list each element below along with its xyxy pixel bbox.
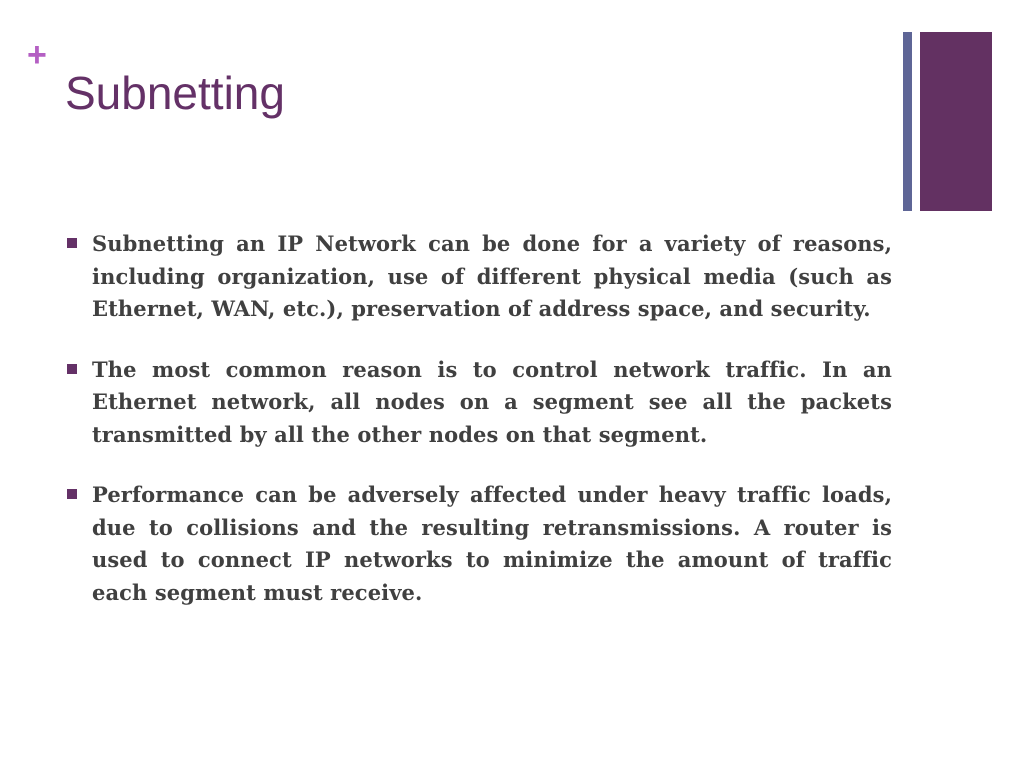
- slide-title: Subnetting: [65, 67, 285, 119]
- decorative-thin-bar: [903, 32, 912, 211]
- bullet-list: [66, 228, 892, 637]
- bullet-item: [66, 228, 892, 326]
- square-bullet-icon: [67, 489, 77, 499]
- square-bullet-icon: [67, 364, 77, 374]
- bullet-text: Performance can be adversely affected under heavy traffic loads, due to collisions and the resulting retransmissions. A router is used to connect IP networks to minimize the amount of traffic each segment must receive.: [92, 482, 892, 605]
- bullet-text: Subnetting an IP Network can be done for a variety of reasons, including organization, use of different physical media (such as Ethernet, WAN, etc.), preservation of address space, and security.: [92, 231, 892, 321]
- bullet-item: [66, 479, 892, 609]
- decorative-thick-bar: [920, 32, 992, 211]
- bullet-text: The most common reason is to control network traffic. In an Ethernet network, all nodes on a segment see all the packets transmitted by all the other nodes on that segment.: [92, 356, 892, 447]
- square-bullet-icon: [67, 238, 77, 248]
- bullet-item: [66, 354, 892, 452]
- plus-accent-icon: +: [27, 36, 47, 74]
